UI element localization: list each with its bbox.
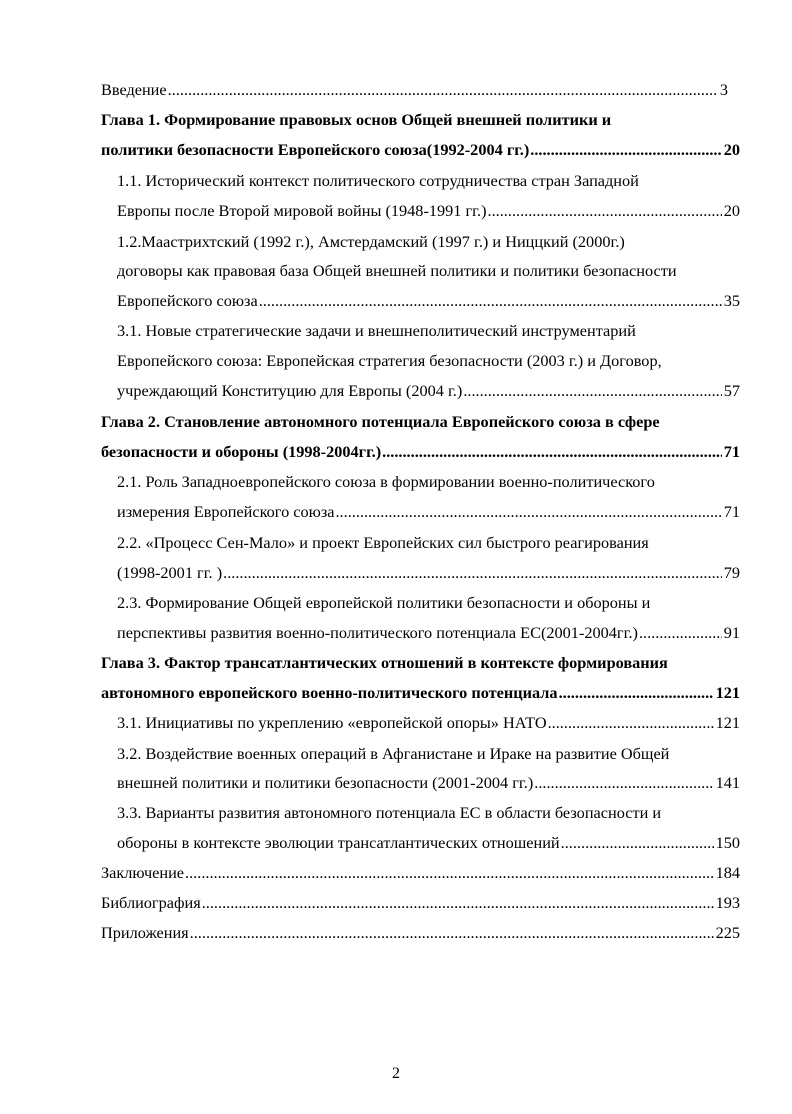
toc-page-number: 141 <box>715 773 740 792</box>
dot-leader <box>561 833 714 853</box>
section-3-2-line1: 3.2. Воздействие военных операций в Афганистане и Ираке на развитие Общей <box>117 744 670 763</box>
toc-entry-label: Введение <box>101 80 167 99</box>
section-3-3-line1: 3.3. Варианты развития автономного потенциала ЕС в области безопасности и <box>117 803 662 822</box>
dot-leader <box>559 683 714 703</box>
dot-leader <box>639 623 722 643</box>
dot-leader <box>534 773 713 793</box>
chapter-2-title-line2: безопасности и обороны (1998-2004гг.) <box>101 442 382 461</box>
section-1-3-line3: учреждающий Конституцию для Европы (2004 г.) <box>117 381 463 400</box>
toc-entry-label: Заключение <box>101 863 185 882</box>
toc-entry-appendices <box>101 923 740 943</box>
dot-leader <box>488 201 722 221</box>
toc-entry-section-1-2 <box>117 291 740 311</box>
toc-page-number: 20 <box>723 140 740 159</box>
section-1-3-line2: Европейского союза: Европейская стратегия безопасности (2003 г.) и Договор, <box>117 351 662 370</box>
dot-leader <box>223 563 722 583</box>
toc-page-number: 57 <box>723 381 740 400</box>
chapter-3-title-line2: автономного европейского военно-политического потенциала <box>101 683 558 702</box>
toc-entry-intro <box>101 80 728 100</box>
toc-entry-chapter-2 <box>101 442 740 462</box>
toc-entry-section-3-2 <box>117 773 740 793</box>
section-3-3-line2: обороны в контексте эволюции трансатлантических отношений <box>117 833 560 852</box>
toc-entry-section-2-1 <box>117 502 740 522</box>
chapter-2-title-line1: Глава 2. Становление автономного потенциала Европейского союза в сфере <box>101 412 660 431</box>
dot-leader <box>168 80 718 100</box>
toc-page-number: 20 <box>723 201 740 220</box>
dot-leader <box>335 502 721 522</box>
dot-leader <box>259 291 722 311</box>
dot-leader <box>463 381 721 401</box>
section-3-1-line1: 3.1. Инициативы по укреплению «европейской опоры» НАТО <box>117 713 547 732</box>
section-2-1-line1: 2.1. Роль Западноевропейского союза в формировании военно-политического <box>117 472 655 491</box>
toc-entry-section-2-3 <box>117 623 740 643</box>
toc-entry-label: Приложения <box>101 923 189 942</box>
section-1-2-line2: договоры как правовая база Общей внешней политики и политики безопасности <box>117 261 677 280</box>
page-number: 2 <box>392 1065 400 1082</box>
toc-page-number: 193 <box>715 893 740 912</box>
section-3-2-line2: внешней политики и политики безопасности (2001-2004 гг.) <box>117 773 534 792</box>
toc-page-number: 225 <box>715 923 740 942</box>
dot-leader <box>202 893 714 913</box>
section-2-3-line1: 2.3. Формирование Общей европейской политики безопасности и обороны и <box>117 593 651 612</box>
section-1-2-line3: Европейского союза <box>117 291 258 310</box>
toc-entry-bibliography <box>101 893 740 913</box>
dot-leader <box>190 923 714 943</box>
section-2-3-line2: перспективы развития военно-политического потенциала ЕС(2001-2004гг.) <box>117 623 638 642</box>
section-1-3-line1: 3.1. Новые стратегические задачи и внешнеполитический инструментарий <box>117 321 636 340</box>
chapter-1-title-line2: политики безопасности Европейского союза(1992-2004 гг.) <box>101 140 530 159</box>
toc-entry-section-1-3 <box>117 381 740 401</box>
section-1-2-line1: 1.2.Маастрихтский (1992 г.), Амстердамский (1997 г.) и Ниццкий (2000г.) <box>117 232 625 251</box>
toc-page-number: 35 <box>723 291 740 310</box>
section-2-2-line2: (1998-2001 гг. ) <box>117 563 223 582</box>
section-1-1-line1: 1.1. Исторический контекст политического сотрудничества стран Западной <box>117 171 639 190</box>
dot-leader <box>382 442 722 462</box>
toc-entry-section-3-3 <box>117 833 740 853</box>
toc-page-number: 150 <box>715 833 740 852</box>
section-2-1-line2: измерения Европейского союза <box>117 502 335 521</box>
toc-entry-label: Библиография <box>101 893 201 912</box>
toc-entry-chapter-3 <box>101 683 740 703</box>
toc-entry-section-2-2 <box>117 563 740 583</box>
chapter-3-title-line1: Глава 3. Фактор трансатлантических отношений в контексте формирования <box>101 653 668 672</box>
toc-page-number: 71 <box>723 502 740 521</box>
dot-leader <box>530 140 721 160</box>
toc-entry-conclusion <box>101 863 740 883</box>
toc-page-number: 121 <box>715 713 740 732</box>
section-2-2-line1: 2.2. «Процесс Сен-Мало» и проект Европейских сил быстрого реагирования <box>117 533 649 552</box>
toc-entry-chapter-1 <box>101 140 740 160</box>
toc-page-number: 71 <box>723 442 740 461</box>
toc-page-number: 121 <box>715 683 740 702</box>
toc-page-number: 184 <box>715 863 740 882</box>
toc-page-number: 3 <box>719 80 728 99</box>
section-1-1-line2: Европы после Второй мировой войны (1948-1991 гг.) <box>117 201 487 220</box>
dot-leader <box>185 863 714 883</box>
chapter-1-title-line1: Глава 1. Формирование правовых основ Общей внешней политики и <box>101 110 612 129</box>
toc-page-number: 91 <box>723 623 740 642</box>
toc-entry-section-1-1 <box>117 201 740 221</box>
toc-page-number: 79 <box>723 563 740 582</box>
toc-entry-section-3-1 <box>117 713 740 733</box>
dot-leader <box>548 713 714 733</box>
